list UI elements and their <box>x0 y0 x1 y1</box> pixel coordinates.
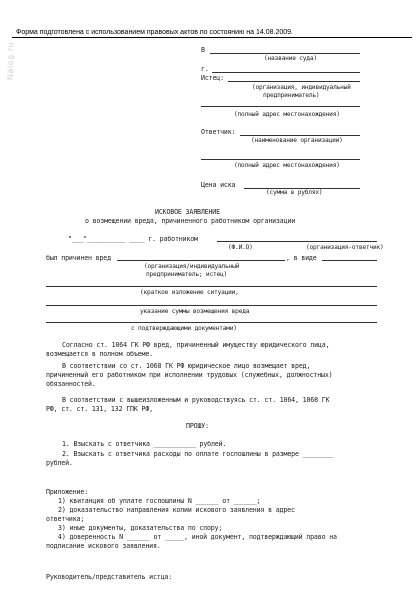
attachment-2-line-1: 2) доказательство направления копии искового заявления в адрес <box>58 506 295 514</box>
document-subtitle: о возмещении вреда, причиненного работником организации <box>85 217 296 225</box>
employee-name-line <box>217 241 377 242</box>
harm-party-line <box>117 260 285 261</box>
org-defendant-hint: (организация-ответчик) <box>306 244 384 251</box>
docs-line <box>46 322 377 323</box>
attachment-2-line-2: ответчика; <box>46 515 85 523</box>
document-title: ИСКОВОЕ ЗАЯВЛЕНИЕ <box>155 208 220 216</box>
court-name-line <box>210 53 360 54</box>
harm-hint-1: (организация/индивидуальный <box>144 263 240 270</box>
attachments-heading: Приложение: <box>46 488 89 496</box>
city-line <box>212 72 360 73</box>
claim-price-hint: (сумма в рублях) <box>266 189 323 196</box>
harm-line-end: , в виде <box>286 254 317 262</box>
plaintiff-line <box>228 81 360 82</box>
defendant-address-hint: (полный адрес местонахождения) <box>234 162 340 169</box>
claim-price-label: Цена иска <box>201 181 236 189</box>
attachment-4-line-2: подписание искового заявления. <box>46 542 161 550</box>
defendant-address-line <box>201 159 360 160</box>
harm-line-start: был причинен вред <box>46 254 111 262</box>
harm-hint-2: предприниматель; истец) <box>146 271 228 278</box>
plaintiff-label: Истец: <box>201 74 224 82</box>
request-2-line-2: рублей. <box>46 459 73 467</box>
paragraph-3-line-1: В соответствии с вышеизложенным и руководствуясь ст. ст. 1064, 1068 ГК <box>62 396 330 404</box>
form-header: Форма подготовлена с использованием правовых актов по состоянию на 14.08.2009. <box>12 28 412 38</box>
attachment-3: 3) иные документы, доказательства по спору; <box>58 524 223 532</box>
situation-line <box>46 286 377 287</box>
date-line: "___"__________ ____ г. работником <box>68 235 198 243</box>
defendant-hint: (наименование организации) <box>251 137 343 144</box>
paragraph-1-line-1: Согласно ст. 1064 ГК РФ вред, причиненный имуществу юридического лица, <box>62 341 330 349</box>
attachment-1: 1) квитанция об уплате госпошлины N ______ от ______; <box>58 497 261 505</box>
plaintiff-address-hint: (полный адрес местонахождения) <box>234 111 340 118</box>
defendant-line <box>240 135 360 136</box>
plaintiff-hint-2: предприниматель) <box>263 92 320 99</box>
signature-label: Руководитель/представитель истца: <box>46 573 173 581</box>
recipient-to-label: В <box>201 46 205 54</box>
defendant-label: Ответчик: <box>201 128 236 136</box>
request-1: 1. Взыскать с ответчика ___________ рублей. <box>62 440 227 448</box>
amount-line <box>46 305 377 306</box>
paragraph-2-line-2: причиненный его работником при исполнении трудовых (служебных, должностных) <box>46 371 333 379</box>
paragraph-2-line-3: обязанностей. <box>46 380 96 388</box>
city-label: г. <box>201 65 209 73</box>
plaintiff-address-line <box>201 106 360 107</box>
fio-hint: (Ф.И.О) <box>228 244 253 251</box>
situation-hint: (краткое изложение ситуации, <box>140 289 239 296</box>
paragraph-2-line-1: В соответствии со ст. 1068 ГК РФ юридическое лицо возмещает вред, <box>62 362 311 370</box>
amount-hint: указание суммы возмещения вреда <box>140 308 250 315</box>
watermark: Nalog.ru <box>6 41 15 80</box>
attachment-4-line-1: 4) доверенность N ______ от _____, иной документ, подтверждающий право на <box>58 533 337 541</box>
request-2-line-1: 2. Взыскать с ответчика расходы по оплате госпошлины в размере ________ <box>62 450 334 458</box>
harm-type-line <box>322 260 377 261</box>
request-heading: ПРОШУ: <box>186 422 209 430</box>
court-name-hint: (название суда) <box>264 55 317 62</box>
paragraph-1-line-2: возмещается в полном объеме. <box>46 350 153 358</box>
docs-hint: с подтверждающими документами) <box>131 325 237 332</box>
plaintiff-hint-1: (организация, индивидуальный <box>252 84 351 91</box>
paragraph-3-line-2: РФ, ст. ст. 131, 132 ГПК РФ, <box>46 405 153 413</box>
